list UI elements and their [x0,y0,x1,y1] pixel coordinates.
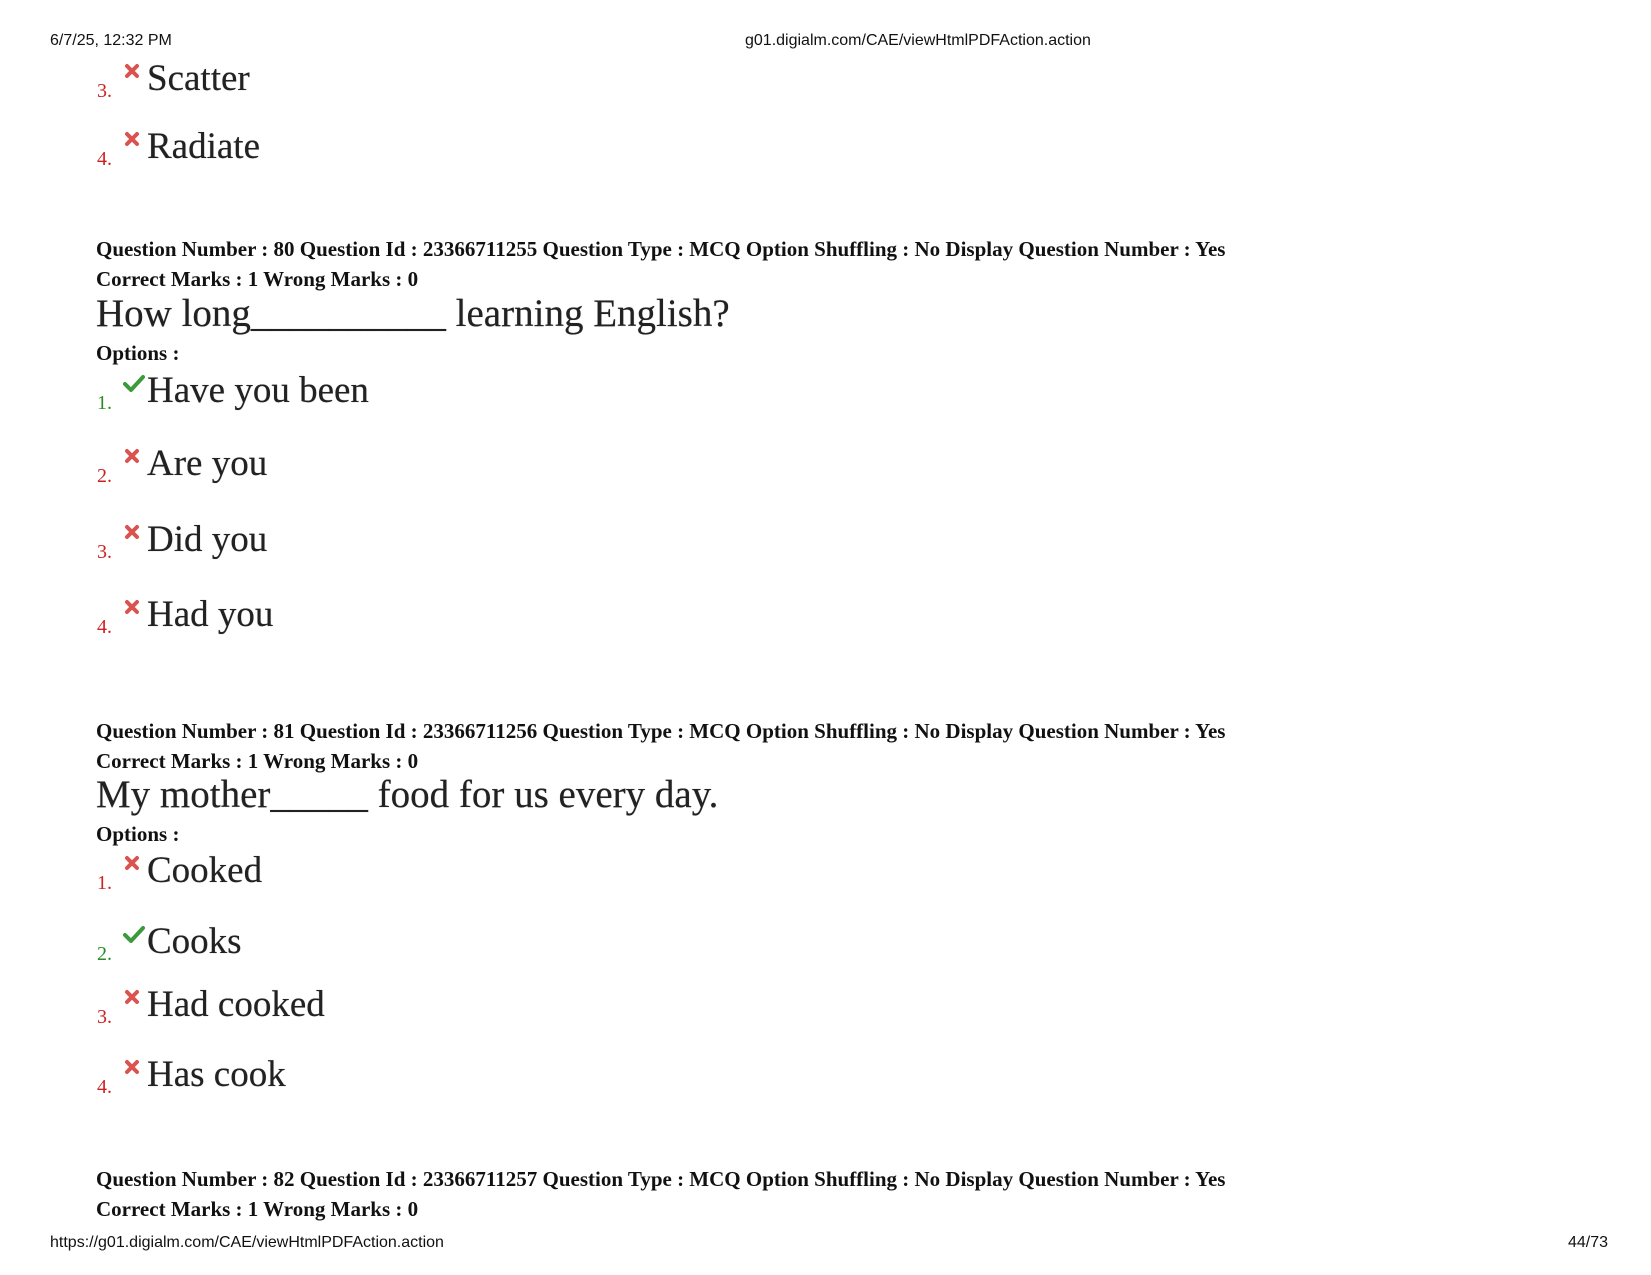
option-text: Did you [147,519,268,560]
option-item [97,519,268,563]
option-number: 4. [97,148,112,170]
cross-icon [123,854,147,877]
option-text: Radiate [147,126,261,167]
option-number: 3. [97,80,112,102]
option-number: 4. [97,1076,112,1098]
cross-icon [123,447,147,470]
option-number: 3. [97,1006,112,1028]
print-datetime: 6/7/25, 12:32 PM [50,32,172,49]
option-number: 2. [97,465,112,487]
options-label: Options : [96,822,180,846]
cross-icon [123,130,147,153]
option-number: 2. [97,943,112,965]
cross-icon [123,62,147,85]
cross-icon [123,1058,147,1081]
option-text: Had you [147,594,274,635]
option-item [97,984,325,1028]
question-text: My mother_____ food for us every day. [96,773,719,816]
option-item [97,370,369,414]
question-marks: Correct Marks : 1 Wrong Marks : 0 [96,267,419,291]
options-label: Options : [96,341,180,365]
option-number: 3. [97,541,112,563]
option-text: Cooked [147,850,263,891]
option-number: 4. [97,616,112,638]
option-text: Cooks [147,921,242,962]
option-text: Scatter [147,58,250,99]
option-text: Have you been [147,370,369,411]
option-text: Had cooked [147,984,325,1025]
option-text: Are you [147,443,268,484]
check-icon [123,925,147,948]
option-number: 1. [97,872,112,894]
page-number: 44/73 [1568,1234,1609,1251]
option-item [97,594,274,638]
print-url-header: g01.digialm.com/CAE/viewHtmlPDFAction.action [745,32,1091,49]
prev-option-4 [97,126,261,170]
cross-icon [123,598,147,621]
question-text: How long__________ learning English? [96,292,730,335]
cross-icon [123,988,147,1011]
question-meta: Question Number : 82 Question Id : 23366711257 Question Type : MCQ Option Shuffling : No Display Question Number : Yes [96,1167,1226,1191]
question-marks: Correct Marks : 1 Wrong Marks : 0 [96,1197,419,1221]
question-marks: Correct Marks : 1 Wrong Marks : 0 [96,749,419,773]
option-item [97,1054,286,1098]
question-meta: Question Number : 81 Question Id : 23366711256 Question Type : MCQ Option Shuffling : No Display Question Number : Yes [96,719,1226,743]
cross-icon [123,523,147,546]
print-url-footer: https://g01.digialm.com/CAE/viewHtmlPDFAction.action [50,1234,444,1251]
option-item [97,443,268,487]
option-item [97,921,242,965]
option-number: 1. [97,392,112,414]
prev-option-3 [97,58,250,102]
check-icon [123,374,147,397]
option-item [97,850,263,894]
question-meta: Question Number : 80 Question Id : 23366711255 Question Type : MCQ Option Shuffling : No Display Question Number : Yes [96,237,1226,261]
option-text: Has cook [147,1054,286,1095]
